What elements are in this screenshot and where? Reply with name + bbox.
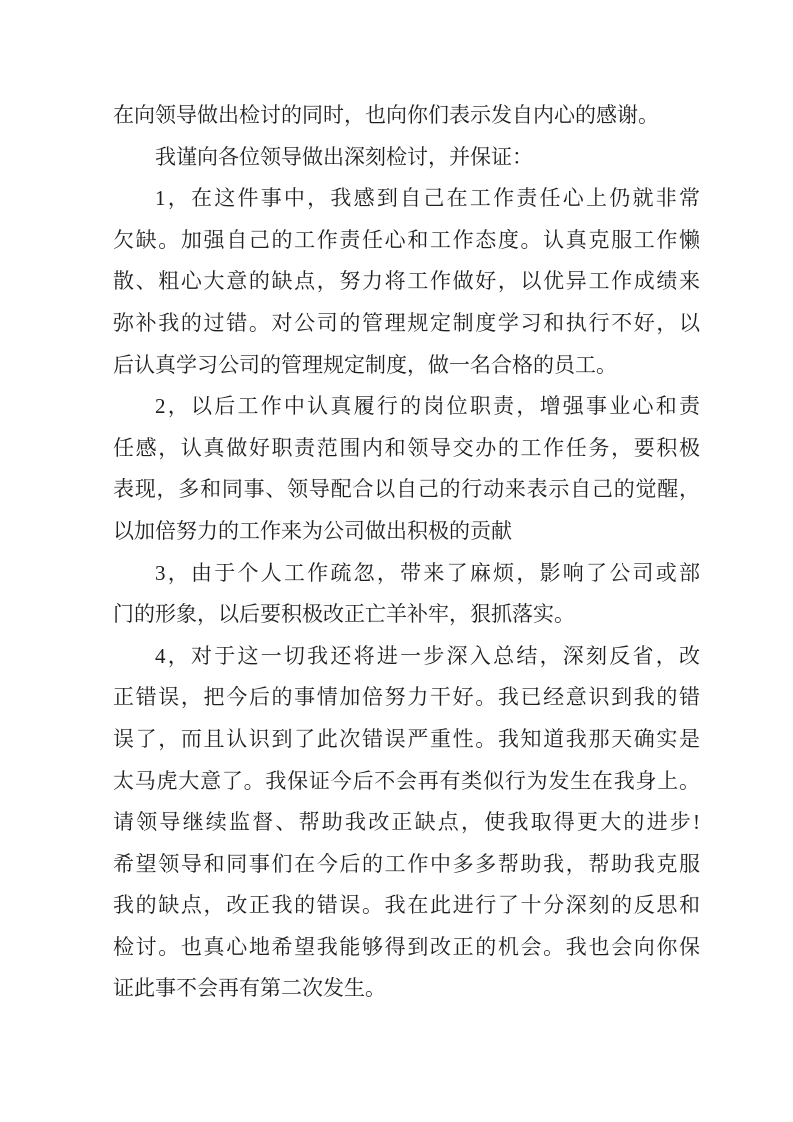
paragraph	[113, 137, 700, 179]
text-line: 误了，而且认识到了此次错误严重性。我知道我那天确实是	[113, 726, 700, 751]
text-line: 检讨。也真心地希望我能够得到改正的机会。我也会向你保	[113, 934, 700, 959]
text-line: 正错误，把今后的事情加倍努力干好。我已经意识到我的错	[113, 685, 700, 710]
text-line: 散、粗心大意的缺点，努力将工作做好，以优异工作成绩来	[113, 269, 700, 294]
text-line: 弥补我的过错。对公司的管理规定制度学习和执行不好，以	[113, 310, 700, 335]
text-line: 1，在这件事中，我感到自己在工作责任心上仍就非常	[155, 186, 700, 211]
paragraph	[113, 386, 700, 552]
paragraph	[113, 553, 700, 636]
text-line: 门的形象，以后要积极改正亡羊补牢，狠抓落实。	[113, 602, 575, 627]
paragraph	[113, 178, 700, 386]
text-line: 请领导继续监督、帮助我改正缺点，使我取得更大的进步!	[113, 810, 700, 835]
text-line: 表现，多和同事、领导配合以自己的行动来表示自己的觉醒，	[113, 477, 700, 502]
text-line: 我的缺点，改正我的错误。我在此进行了十分深刻的反思和	[113, 893, 700, 918]
text-line: 我谨向各位领导做出深刻检讨，并保证：	[155, 144, 533, 169]
text-line: 希望领导和同事们在今后的工作中多多帮助我，帮助我克服	[113, 851, 700, 876]
text-line: 太马虎大意了。我保证今后不会再有类似行为发生在我身上。	[113, 768, 700, 793]
text-line: 2，以后工作中认真履行的岗位职责，增强事业心和责	[155, 394, 700, 419]
text-line: 以加倍努力的工作来为公司做出积极的贡献	[113, 518, 512, 543]
document-body	[113, 95, 700, 1010]
paragraph	[113, 95, 700, 137]
text-line: 欠缺。加强自己的工作责任心和工作态度。认真克服工作懒	[113, 227, 700, 252]
text-line: 在向领导做出检讨的同时，也向你们表示发自内心的感谢。	[113, 103, 659, 127]
text-line: 3，由于个人工作疏忽，带来了麻烦，影响了公司或部	[155, 560, 700, 585]
text-line: 后认真学习公司的管理规定制度，做一名合格的员工。	[113, 352, 617, 377]
paragraph	[113, 636, 700, 1010]
text-line: 任感，认真做好职责范围内和领导交办的工作任务，要积极	[113, 435, 700, 460]
text-line: 4，对于这一切我还将进一步深入总结，深刻反省，改	[155, 643, 700, 668]
text-line: 证此事不会再有第二次发生。	[113, 976, 386, 1001]
